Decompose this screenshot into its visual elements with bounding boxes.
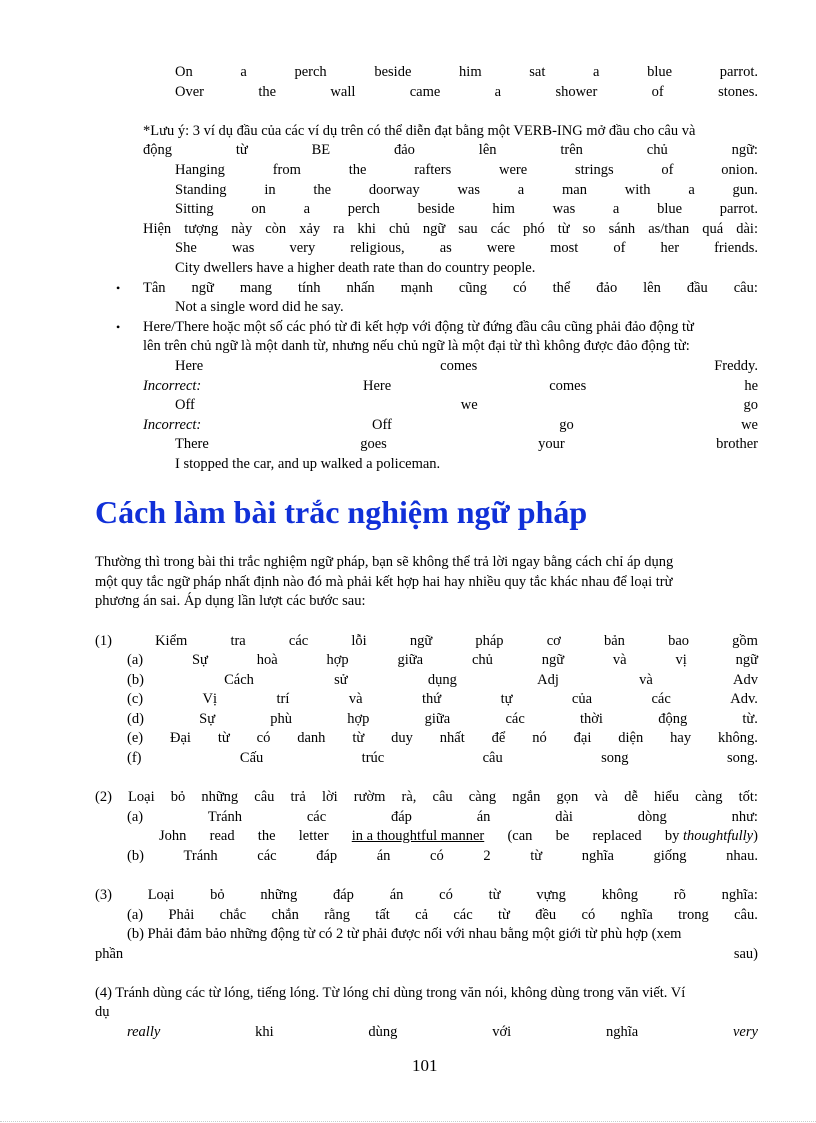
word: thể [552, 280, 571, 296]
word: most [550, 240, 579, 256]
word: trả [290, 789, 306, 805]
bullet-2-example-policeman: I stopped the car, and up walked a policeman. [175, 456, 441, 472]
word: hợp [347, 711, 370, 727]
word: từ [498, 907, 510, 923]
word: beside [374, 64, 412, 80]
word: (b) [127, 672, 144, 688]
step-3-heading [95, 886, 758, 904]
word: của [571, 691, 593, 707]
word: chủ [388, 221, 410, 237]
word: từ [530, 848, 543, 864]
word: để [491, 730, 506, 746]
word: Adj [537, 672, 559, 688]
word: rằng [324, 907, 350, 923]
word: were [499, 162, 528, 178]
step-1-item-c [127, 690, 758, 708]
word: các [453, 907, 473, 923]
word: hoà [256, 652, 278, 668]
word: câu [254, 789, 275, 805]
word: ngữ [191, 280, 214, 296]
word: dễ [624, 789, 638, 805]
intro-line-3: phương án sai. Áp dụng lần lượt các bước sau: [95, 593, 366, 609]
word: các [306, 809, 327, 825]
word: giữa [397, 652, 424, 668]
word: câu [482, 750, 503, 766]
word: perch [347, 201, 380, 217]
word: shower [555, 84, 598, 100]
word: trong [678, 907, 709, 923]
word: religious, [350, 240, 405, 256]
word: sat [529, 64, 546, 80]
word: Freddy. [714, 358, 758, 374]
word: Tránh [207, 809, 243, 825]
word: án [476, 809, 491, 825]
word: Đại [170, 730, 191, 746]
word: Adv [732, 672, 758, 688]
word: thời [579, 711, 603, 727]
word: từ [352, 730, 365, 746]
word: Vị [202, 691, 218, 707]
bullet-2-line-1: Here/There hoặc một số các phó từ đi kết hợp với động từ đứng đầu câu cũng phải đảo động từ [143, 319, 694, 335]
word: doorway [368, 182, 420, 198]
word: và [612, 652, 627, 668]
word: Cấu [239, 750, 264, 766]
word: không [601, 887, 638, 903]
word: sau [458, 221, 478, 237]
word: parrot. [719, 64, 758, 80]
word: (1) [95, 633, 112, 649]
word: có [439, 887, 453, 903]
word: cũng [458, 280, 487, 296]
word: quá [702, 221, 724, 237]
word: BE [311, 142, 331, 158]
word: giữa [424, 711, 451, 727]
word: brother [716, 436, 758, 452]
word: rườm [353, 789, 386, 805]
word: dụng [427, 672, 457, 688]
word: of [613, 240, 626, 256]
bullet-2-incorrect-off [235, 416, 758, 434]
word: dòng [637, 809, 667, 825]
word: (a) [127, 907, 144, 923]
word: nó [532, 730, 547, 746]
word: Cách [224, 672, 254, 688]
word: tự [500, 691, 513, 707]
step-3-item-a [127, 906, 758, 924]
word: ngữ [409, 633, 433, 649]
word: bao [668, 633, 689, 649]
step-3-item-b-line-2 [95, 945, 758, 963]
word: khi [357, 221, 376, 237]
word: was [552, 201, 576, 217]
word: nghĩa [620, 907, 653, 923]
word: càng [695, 789, 723, 805]
word: diện [618, 730, 644, 746]
bullet-2-example-there [175, 435, 758, 453]
word: blue [657, 201, 683, 217]
word: a [303, 201, 311, 217]
intro-line-2: một quy tắc ngữ pháp nhất định nào đó mà phải kết hợp hai hay nhiều quy tắc khác nhau để loại trừ [95, 574, 673, 590]
word: phó [522, 221, 545, 237]
word: parrot. [719, 201, 758, 217]
bullet-1-text [143, 279, 758, 297]
word: Hiện [143, 221, 172, 237]
word: were [486, 240, 516, 256]
word: tốt: [738, 789, 758, 805]
word: càng [468, 789, 497, 805]
word: he [744, 378, 758, 394]
word: đều [535, 907, 557, 923]
word: còn [265, 221, 287, 237]
word: trên [560, 142, 583, 158]
word: câu [432, 789, 453, 805]
word: trúc [361, 750, 385, 766]
step-1-item-d [127, 710, 758, 728]
word: a [593, 64, 600, 80]
step-2-heading [95, 788, 758, 806]
word: him [459, 64, 482, 80]
word: từ. [742, 711, 758, 727]
word: Phải [168, 907, 195, 923]
bullet-2-example-off [175, 396, 758, 414]
word: Sự [191, 652, 208, 668]
word: of [661, 162, 674, 178]
word: Loại [147, 887, 175, 903]
word: Sitting [175, 201, 214, 217]
underlined-phrase: in a thoughtful manner [351, 828, 485, 844]
word: nhất [439, 730, 465, 746]
note-line-2 [143, 141, 758, 159]
word: On [175, 64, 193, 80]
word: as/than [648, 221, 690, 237]
word: as [439, 240, 452, 256]
word: blue [647, 64, 673, 80]
word: rà, [401, 789, 417, 805]
word: onion. [721, 162, 758, 178]
word: thứ [421, 691, 442, 707]
page-bottom-divider [0, 1121, 816, 1122]
word: từ [488, 887, 501, 903]
word: nghĩa [581, 848, 614, 864]
word: Over [175, 84, 204, 100]
note-example-hanging [175, 161, 758, 179]
word: (a) [127, 652, 144, 668]
word: Tránh [183, 848, 218, 864]
word: lên [643, 280, 661, 296]
note-line-3 [143, 220, 758, 238]
word: hợp [326, 652, 349, 668]
word: go [743, 397, 758, 413]
word: sử [334, 672, 348, 688]
step-1-item-e [127, 729, 758, 747]
word: xảy [299, 221, 321, 237]
bullet-1-marker: • [116, 281, 121, 295]
word: we [741, 417, 758, 433]
word: đầu [686, 280, 708, 296]
word: 2 [483, 848, 491, 864]
section-heading: Cách làm bài trắc nghiệm ngữ pháp [95, 494, 588, 530]
word: Off [175, 397, 195, 413]
word: duy [391, 730, 413, 746]
word: pháp [475, 633, 504, 649]
word: Loại [128, 789, 155, 805]
word: chủ [471, 652, 493, 668]
word: (d) [127, 711, 144, 727]
word: stones. [718, 84, 758, 100]
word: không. [718, 730, 758, 746]
word: án [376, 848, 391, 864]
word: đáp [390, 809, 412, 825]
word: (2) [95, 789, 112, 805]
step-4-example: really khi dùng với nghĩa very [127, 1024, 758, 1040]
word: (f) [127, 750, 142, 766]
word: gun. [732, 182, 758, 198]
word: chắc [219, 907, 247, 923]
bullet-2-incorrect-here [235, 377, 758, 395]
word: the [348, 162, 367, 178]
word: dài: [736, 221, 758, 237]
word: lời [321, 789, 338, 805]
word: song. [726, 750, 758, 766]
word: các [288, 633, 309, 649]
word: rõ [673, 887, 686, 903]
word: tra [230, 633, 246, 649]
word: the [313, 182, 332, 198]
word: đáp [332, 887, 354, 903]
word: comes [549, 378, 587, 394]
word: tượng [184, 221, 219, 237]
word: a [688, 182, 695, 198]
word: lỗi [351, 633, 367, 649]
word: Kiểm [155, 633, 188, 649]
word: sau) [733, 946, 758, 962]
word: án [389, 887, 404, 903]
word: lên [478, 142, 497, 158]
word: a [517, 182, 525, 198]
word: và [594, 789, 609, 805]
word: a [612, 201, 620, 217]
word: (a) [127, 809, 144, 825]
note-example-religious [175, 239, 758, 257]
word: có [256, 730, 271, 746]
word: gọn [556, 789, 579, 805]
word: ngữ [422, 221, 446, 237]
step-2-example: John read the letter in a thoughtful manner (can be replaced by thoughtfully) [159, 828, 758, 844]
word: trí [276, 691, 290, 707]
intro-line-1: Thường thì trong bài thi trắc nghiệm ngữ pháp, bạn sẽ không thể trả lời ngay bằng cách chỉ áp dụng [95, 554, 674, 570]
word: có [581, 907, 596, 923]
word: wall [330, 84, 356, 100]
word: các [651, 691, 671, 707]
word: in [264, 182, 276, 198]
word: a [240, 64, 247, 80]
word: of [651, 84, 664, 100]
word: ngắn [512, 789, 541, 805]
word: bỏ [170, 789, 186, 805]
word: her [660, 240, 680, 256]
note-example-standing [175, 181, 758, 199]
word: đảo [596, 280, 618, 296]
word: song [601, 750, 629, 766]
word: from [272, 162, 301, 178]
inversion-example-parrot [175, 63, 758, 81]
step-4-line-2: dụ [95, 1004, 110, 1020]
note-line-1: *Lưu ý: 3 ví dụ đầu của các ví dụ trên có thể diễn đạt bằng một VERB-ING mở đầu cho câu và [143, 123, 696, 139]
word: ngữ [735, 652, 758, 668]
word: (b) [127, 848, 144, 864]
word: (3) [95, 887, 112, 903]
word: Tân [143, 280, 166, 296]
word: rafters [414, 162, 452, 178]
word: we [460, 397, 478, 413]
word: came [409, 84, 441, 100]
word: She [175, 240, 197, 256]
step-4-line-1: (4) Tránh dùng các từ lóng, tiếng lóng. Từ lóng chỉ dùng trong văn nói, không dùng trong văn viết. Ví [95, 985, 686, 1001]
word: cả [415, 907, 429, 923]
word: him [492, 201, 515, 217]
word: goes [360, 436, 387, 452]
word: từ [217, 730, 230, 746]
step-1-item-a [127, 651, 758, 669]
word: chủ [646, 142, 668, 158]
word: ngữ: [731, 142, 758, 158]
word: danh [297, 730, 326, 746]
word: very [289, 240, 316, 256]
word: Hanging [175, 162, 225, 178]
word: friends. [714, 240, 758, 256]
inversion-example-stones [175, 83, 758, 101]
word: phần [95, 946, 124, 962]
word: Here [363, 378, 392, 394]
word: các [490, 221, 510, 237]
word: và [639, 672, 653, 688]
word: hay [670, 730, 692, 746]
word: comes [440, 358, 478, 374]
word: cơ [546, 633, 561, 649]
word: ngữ [541, 652, 565, 668]
word: Standing [175, 182, 227, 198]
word: beside [417, 201, 455, 217]
word: nhấn [346, 280, 375, 296]
step-1-item-b [127, 671, 758, 689]
word: nghĩa: [721, 887, 758, 903]
step-2-item-a [127, 808, 758, 826]
word: tất [375, 907, 390, 923]
word: (c) [127, 691, 144, 707]
word: was [231, 240, 255, 256]
word: go [559, 417, 574, 433]
word: có [512, 280, 527, 296]
word: vựng [536, 887, 566, 903]
word: man [562, 182, 587, 198]
word: perch [294, 64, 327, 80]
word: những [201, 789, 239, 805]
bullet-2-line-2: lên trên chủ ngữ là một danh từ, nhưng nếu chủ ngữ là một đại từ thì không được đảo động từ: [143, 338, 690, 354]
word: bản [603, 633, 625, 649]
word: động [143, 142, 172, 158]
word: đảo [394, 142, 415, 158]
word: vị [675, 652, 687, 668]
word: chắn [271, 907, 299, 923]
note-example-sitting [175, 200, 758, 218]
note-example-city-dwellers: City dwellers have a higher death rate than do country people. [175, 260, 536, 276]
page-number: 101 [412, 1056, 438, 1075]
word: gồm [732, 633, 758, 649]
word: hiểu [654, 789, 679, 805]
word: phù [270, 711, 293, 727]
word: tính [297, 280, 321, 296]
word: từ [557, 221, 570, 237]
word: nhau. [726, 848, 758, 864]
word: Adv. [730, 691, 758, 707]
word: so [582, 221, 596, 237]
word: ra [333, 221, 345, 237]
word: was [457, 182, 480, 198]
word: đáp [316, 848, 338, 864]
word: này [231, 221, 253, 237]
word: Here [175, 358, 204, 374]
word: đại [573, 730, 592, 746]
word: mạnh [400, 280, 433, 296]
word: bỏ [210, 887, 225, 903]
word: on [251, 201, 266, 217]
word: động [658, 711, 688, 727]
word: There [175, 436, 209, 452]
word: a [494, 84, 502, 100]
step-1-item-f [127, 749, 758, 767]
incorrect-label-1: Incorrect: [143, 378, 202, 394]
word: (e) [127, 730, 144, 746]
word: câu. [734, 907, 758, 923]
word: và [348, 691, 363, 707]
word: câu: [733, 280, 758, 296]
word: Off [372, 417, 392, 433]
italic-word: thoughtfully [682, 828, 754, 844]
word: dài [555, 809, 573, 825]
step-1-heading [95, 632, 758, 650]
step-3-item-b-line-1: (b) Phải đảm bảo những động từ có 2 từ phải được nối với nhau bằng một giới từ phù hợp (xem [127, 926, 682, 942]
word: có [430, 848, 444, 864]
word: các [257, 848, 277, 864]
word: the [258, 84, 277, 100]
bullet-2-example-here [175, 357, 758, 375]
word: như: [731, 809, 758, 825]
word: mang [239, 280, 273, 296]
word: giống [653, 848, 687, 864]
word: strings [574, 162, 614, 178]
word: những [260, 887, 298, 903]
bullet-1-example: Not a single word did he say. [175, 299, 344, 315]
word: with [624, 182, 651, 198]
incorrect-label-2: Incorrect: [143, 417, 202, 433]
word: sánh [608, 221, 636, 237]
step-2-item-b [127, 847, 758, 865]
word: từ [235, 142, 248, 158]
bullet-2-marker: • [116, 320, 121, 334]
word: các [505, 711, 525, 727]
word: Sự [199, 711, 216, 727]
word: your [538, 436, 565, 452]
